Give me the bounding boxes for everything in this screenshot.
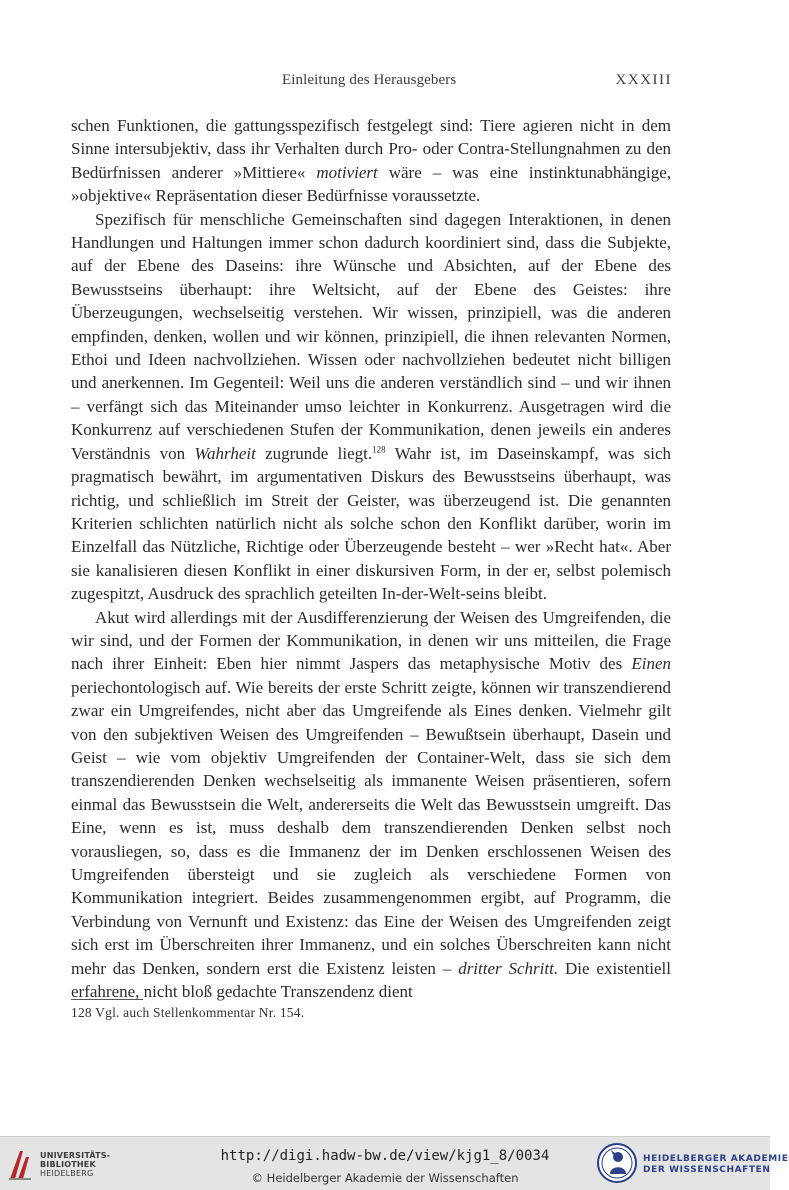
- academy-logo[interactable]: [596, 1142, 789, 1186]
- copyright-notice: © Heidelberger Akademie der Wissenschaften: [251, 1171, 519, 1185]
- paragraph-2: Spezifisch für menschliche Gemeinschaften sind dagegen Interaktionen, in denen Handlungen und Haltungen immer schon dadurch koordiniert sind, dass die Subjekte, auf der Ebene des Daseins: ihre Wünsche und Absichten, auf der Ebene des Bewusstseins überhaupt: ihre Weltsicht, auf der Ebene des Geistes: ihre Überzeugungen, wechselseitig verstehen. Wir wissen, prinzipiell, was die anderen empfinden, denken, wollen und wir können, prinzipiell, die ihnen relevanten Normen, Ethoi und Ideen nachvollziehen. Wissen oder nachvollziehen bedeutet nicht billigen und anerkennen. Im Gegenteil: Weil uns die anderen verständlich sind – und wir ihnen – verfängt sich das Miteinander umso leichter in Konkurrenz. Ausgetragen wird die Konkurrenz auf verschiedenen Stufen der Kommunikation, denen jeweils ein anderes Verständnis von Wahrheit zugrunde liegt.$^{128}$ Wahr ist, im Daseinskampf, was sich pragmatisch bewährt, im argumentativen Diskurs des Bewusstseins überhaupt, was richtig, und schließlich im Streit der Geister, was überzeugend ist. Die genannten Kriterien schlichten natürlich nicht als solche schon den Konflikt darüber, worin im Einzelfall das Nützliche, Richtige oder Überzeugende besteht – wer »Recht hat«. Aber sie kanalisieren diesen Konflikt in einer diskursiven Form, in der er, selbst polemisch zugespitzt, Ausdruck des sprachlich geteilten In-der-Welt-seins bleibt.: [71, 209, 672, 604]
- footnote-reference[interactable]: 128: [372, 444, 386, 455]
- paragraph-1: schen Funktionen, die gattungsspezifisch festgelegt sind: Tiere agieren nicht in dem Sinne intersubjektiv, dass ihr Verhalten durch Pro- oder Contra-Stellungnahmen zu den Bedürfnissen anderer »Mittiere« motiviert wäre – was eine instinktunabhängige, »objektive« Repräsentation dieser Bedürfnisse voraussetzte.: [71, 116, 671, 206]
- academy-seal-icon: [596, 1142, 638, 1184]
- ub-logo-line-3: HEIDELBERG: [40, 1169, 94, 1178]
- academy-logo-line-1: HEIDELBERGER AKADEMIE: [643, 1154, 789, 1164]
- emphasis-motiviert: motiviert: [316, 162, 378, 182]
- page-number: XXXIII: [615, 72, 672, 88]
- running-head: [0, 66, 770, 94]
- footnote: 128 Vgl. auch Stellenkommentar Nr. 154.: [71, 1005, 305, 1020]
- viewer-footer: [0, 1136, 789, 1190]
- emphasis-wahrheit: Wahrheit: [194, 443, 256, 463]
- permalink-url[interactable]: http://digi.hadw-bw.de/view/kjg1_8/0034: [220, 1148, 550, 1164]
- paragraph-3: Akut wird allerdings mit der Ausdifferenzierung der Weisen des Umgreifenden, die wir sind, und der Formen der Kommunikation, in denen wir uns mitteilen, die Frage nach ihrer Einheit: Eben hier nimmt Jaspers das metaphysische Motiv des Einen periechontologisch auf. Wie bereits der erste Schritt zeigte, können wir transzendierend zwar ein Umgreifendes, nicht aber das Umgreifende als Eines denken. Vielmehr gilt von den subjektiven Weisen des Umgreifenden – Bewußtsein überhaupt, Dasein und Geist – wie vom objektiv Umgreifenden der Container-Welt, dass sie sich dem transzendierenden Denken wechselseitig als immanente Weisen präsentieren, sofern einmal das Bewusstsein die Welt, andererseits die Welt das Bewusstsein umgreift. Das Eine, wenn es ist, muss deshalb dem transzendierenden Denken selbst noch vorausliegen, so, dass es die Immanenz der im Denken erschlossenen Weisen des Umgreifenden übersteigt und sie zugleich als verschiedene Formen von Kommunikation integriert. Beides zusammengenommen ergibt, auf Programm, die Verbindung von Vernunft und Existenz: das Eine der Weisen des Umgreifenden zeigt sich erst im Überschreiten ihrer Immanenz, und ein solches Überschreiten kann nicht mehr das Denken, sondern erst die Existenz leisten – dritter Schritt. Die existentiell erfahrene, nicht bloß gedachte Transzendenz dient: [71, 607, 672, 1002]
- emphasis-dritter-schritt: dritter Schritt.: [458, 958, 559, 978]
- running-head-title: Einleitung des Herausgebers: [282, 72, 457, 88]
- academy-logo-line-2: DER WISSENSCHAFTEN: [643, 1165, 771, 1175]
- ub-logo-line-1: UNIVERSITÄTS-: [40, 1151, 111, 1160]
- ub-logo-line-2: BIBLIOTHEK: [40, 1160, 96, 1169]
- emphasis-einen: Einen: [631, 654, 671, 674]
- footnote-divider: [71, 999, 143, 1000]
- main-text: [71, 114, 671, 1003]
